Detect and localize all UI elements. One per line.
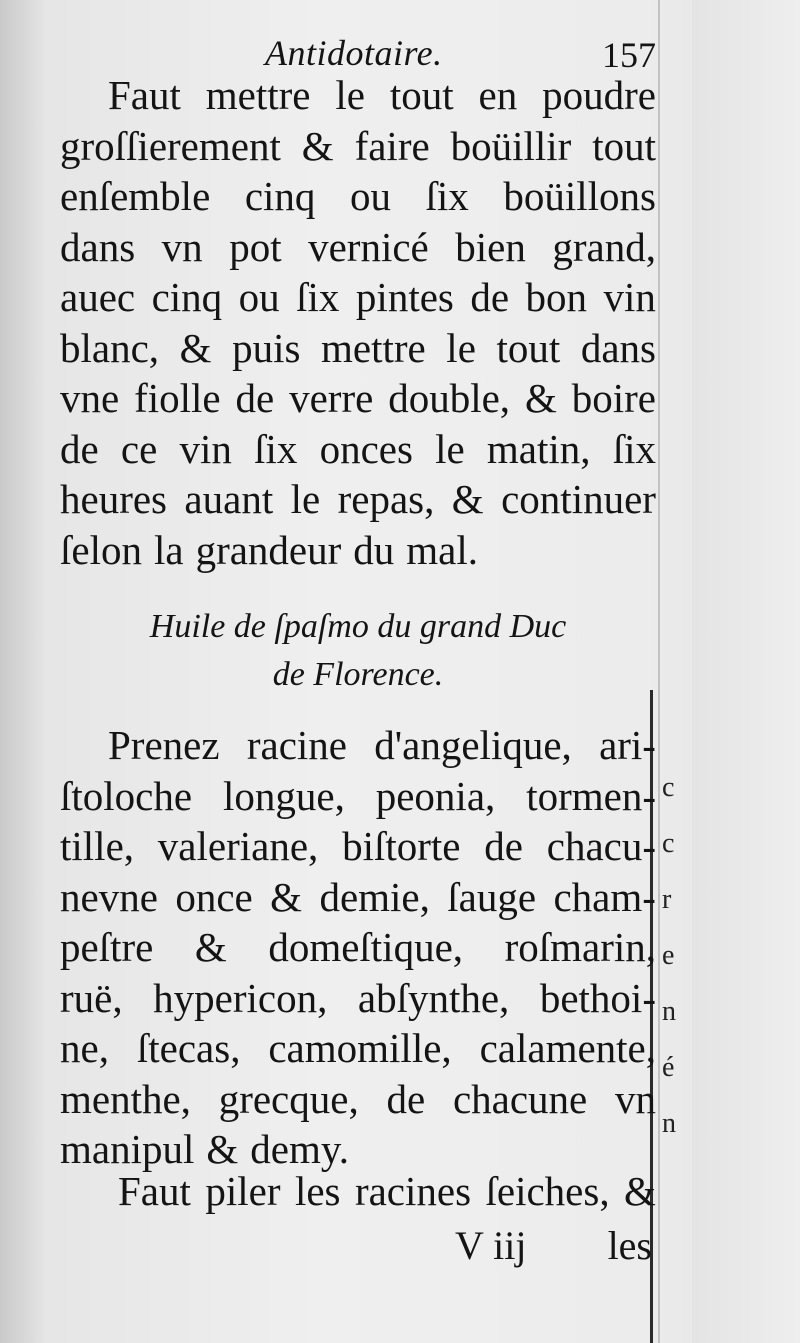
word: tout: [592, 122, 656, 169]
recipe-title-line-1: Huile de ſpaſmo du grand Duc: [149, 608, 567, 645]
text-line: [60, 922, 656, 973]
word: tille,: [60, 823, 135, 869]
word: &: [451, 476, 484, 522]
text-line: [60, 973, 656, 1024]
recipe-title: [60, 603, 656, 699]
word: du: [353, 526, 395, 573]
word: ne,: [60, 1025, 109, 1071]
word: bethoi-: [539, 974, 656, 1021]
word: blanc,: [60, 324, 160, 371]
word: demie,: [319, 873, 430, 920]
word: boüillir: [450, 122, 572, 169]
word: racine: [246, 722, 347, 768]
word: ou: [349, 173, 391, 219]
margin-letter: n: [662, 996, 676, 1027]
text-line: [60, 373, 656, 424]
word: auec: [60, 274, 136, 320]
recipe-title-line-2: de Florence.: [272, 656, 444, 693]
word: boire: [571, 375, 656, 421]
word: ruë,: [60, 974, 123, 1021]
word: ou: [238, 274, 280, 320]
text-line: [60, 1166, 656, 1217]
word: roſmarin,: [504, 924, 656, 970]
word: hypericon,: [153, 974, 328, 1021]
word: longue,: [222, 772, 345, 819]
word: calamente,: [479, 1025, 656, 1071]
word: le: [335, 72, 365, 118]
word: auant: [184, 476, 274, 522]
word: verre: [289, 375, 374, 421]
word: ſtecas,: [136, 1025, 241, 1071]
word: peſtre: [60, 924, 154, 970]
word: pot: [229, 223, 282, 270]
word: &: [179, 324, 212, 371]
word: valeriane,: [157, 823, 319, 869]
word: once: [175, 873, 253, 920]
word: grandeur: [195, 526, 342, 573]
word: &: [301, 122, 334, 169]
margin-letter: n: [662, 1108, 676, 1139]
word: cham-: [553, 873, 656, 920]
text-line: [60, 474, 656, 525]
word: demy.: [250, 1126, 349, 1172]
word: cinq: [151, 274, 223, 320]
word: ce: [120, 425, 158, 472]
word: peonia,: [375, 772, 496, 819]
word: double,: [388, 375, 511, 421]
paragraph-3: [60, 1166, 656, 1217]
word: mal.: [406, 526, 479, 573]
word: &: [270, 873, 303, 920]
margin-fragments: [662, 760, 692, 1152]
word: en: [478, 72, 518, 118]
margin-letter: e: [662, 940, 675, 971]
word: de: [470, 274, 510, 320]
word: vn: [161, 223, 203, 270]
word: fiolle: [134, 375, 221, 421]
word: faire: [354, 122, 430, 169]
word: poudre: [542, 72, 656, 118]
word: groſſierement: [60, 122, 281, 169]
word: ſix: [254, 425, 298, 472]
text-line: [60, 70, 656, 121]
word: camomille,: [268, 1025, 452, 1071]
word: ſix: [425, 173, 469, 219]
word: dans: [60, 223, 136, 270]
word: Faut: [108, 72, 181, 118]
word: racines: [354, 1168, 472, 1214]
word: biſtorte: [342, 823, 461, 869]
adjacent-page-strip: [692, 0, 800, 1343]
word: heures: [60, 476, 168, 522]
text-line: [60, 1023, 656, 1074]
margin-letter: c: [662, 772, 675, 803]
word: vn: [615, 1075, 656, 1122]
word: Prenez: [108, 722, 220, 768]
word: d'angelique,: [374, 722, 572, 768]
word: onces: [319, 425, 413, 472]
text-line: [60, 720, 656, 771]
word: la: [153, 526, 184, 573]
text-line: [60, 323, 656, 374]
word: continuer: [501, 476, 656, 522]
gutter-shadow: [658, 0, 660, 1343]
word: chacune: [452, 1075, 588, 1122]
margin-letter: é: [662, 1052, 675, 1083]
word: ſelon: [60, 526, 142, 573]
word: &: [206, 1126, 239, 1172]
word: ari-: [599, 722, 656, 768]
word: boüillons: [503, 173, 656, 219]
word: tormen-: [526, 772, 656, 819]
word: tout: [496, 324, 561, 371]
text-line: [60, 821, 656, 872]
word: le: [446, 324, 476, 371]
word: vne: [60, 375, 120, 421]
word: abſynthe,: [357, 974, 510, 1021]
page-number: 157: [602, 35, 656, 75]
word: de: [386, 1075, 426, 1122]
word: vin: [603, 274, 656, 320]
word: mettre: [205, 72, 311, 118]
word: Faut: [118, 1168, 191, 1214]
text-line: [60, 272, 656, 323]
margin-letter: r: [662, 884, 672, 915]
word: cinq: [244, 173, 316, 219]
word: bon: [525, 274, 588, 320]
word: matin,: [486, 425, 591, 472]
signature-mark: V iij: [455, 1223, 527, 1268]
word: menthe,: [60, 1075, 191, 1122]
word: domeſtique,: [268, 924, 464, 970]
word: ſeiches,: [485, 1168, 610, 1214]
word: de: [60, 425, 99, 472]
text-line: [60, 424, 656, 475]
word: ſauge: [447, 873, 537, 920]
page-footer: [60, 1222, 656, 1272]
word: piler: [205, 1168, 281, 1214]
word: de: [235, 375, 275, 421]
text-line: [60, 222, 656, 273]
word: &: [194, 924, 227, 970]
word: bien: [455, 223, 526, 270]
text-line: [60, 121, 656, 172]
text-line: [60, 872, 656, 923]
word: vernicé: [308, 223, 429, 270]
paragraph-1: [60, 70, 656, 575]
word: dans: [580, 324, 656, 371]
text-line: [60, 171, 656, 222]
word: ſix: [296, 274, 340, 320]
word: mettre: [321, 324, 426, 371]
word: repas,: [337, 476, 435, 522]
text-line: [60, 1074, 656, 1125]
word: tout: [389, 72, 454, 118]
word: &: [524, 375, 557, 421]
word: vin: [179, 425, 232, 472]
word: grand,: [552, 223, 656, 270]
text-line: [60, 525, 656, 576]
word: les: [294, 1168, 341, 1214]
word: grecque,: [218, 1075, 359, 1122]
word: ſtoloche: [60, 772, 193, 819]
word: nevne: [60, 873, 158, 920]
paragraph-2: [60, 720, 656, 1175]
running-title: Antidotaire.: [265, 33, 443, 73]
margin-letter: c: [662, 828, 675, 859]
word: enſemble: [60, 173, 211, 219]
text-line: [60, 771, 656, 822]
word: de: [484, 823, 523, 869]
word: &: [624, 1168, 656, 1214]
word: puis: [232, 324, 301, 371]
word: le: [290, 476, 321, 522]
word: chacu-: [546, 823, 656, 869]
word: pintes: [355, 274, 454, 320]
catchword: les: [607, 1223, 652, 1268]
word: ſix: [612, 425, 656, 472]
word: le: [435, 425, 465, 472]
word: manipul: [60, 1126, 195, 1172]
